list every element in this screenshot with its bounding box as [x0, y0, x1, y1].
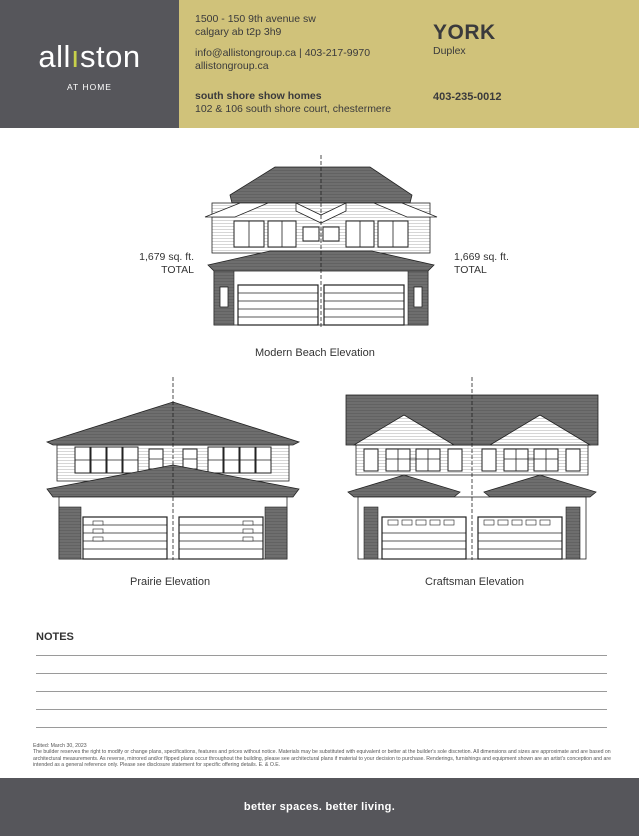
notes-title: NOTES [36, 631, 74, 643]
modern-beach-caption: Modern Beach Elevation [255, 347, 375, 359]
prairie-caption: Prairie Elevation [130, 576, 211, 588]
office-address [195, 13, 316, 39]
model-name: YORK [433, 21, 496, 44]
disclaimer-text: The builder reserves the right to modify or change plans, specifications, features and prices without notice. Materials may be substituted with equivalent or better at the builder's sole discretion. All dimensions and sizes are approximate and are based on architectural measurements. As reverse, mirrored and/or flipped plans occur throughout the building, please see architectural plans if material to your decision to purchase. Renderings, furnishings and equipment shown are an artist's conception and are intended as a general reference only. Please see disclosure statement for specific offering details. E. & O.E. [33, 749, 611, 769]
brand-panel [0, 0, 179, 128]
footer [0, 778, 639, 836]
show-home-title: south shore show homes [195, 90, 322, 102]
left-total-label: TOTAL [161, 264, 194, 276]
office-contact [195, 47, 370, 73]
right-total-label: TOTAL [454, 264, 487, 276]
notes-line[interactable] [36, 709, 607, 710]
model-phone[interactable]: 403-235-0012 [433, 91, 502, 103]
edited-date: Edited: March 30, 2023 [33, 743, 87, 749]
left-unit-area [132, 251, 194, 277]
email-phone[interactable]: info@allistongroup.ca | 403-217-9970 [195, 47, 371, 59]
notes-line[interactable] [36, 673, 607, 674]
modern-beach-elevation-drawing [200, 155, 442, 327]
model-type: Duplex [433, 45, 466, 57]
address-line-2: calgary ab t2p 3h9 [195, 26, 282, 38]
prairie-elevation-drawing [45, 377, 301, 560]
address-line-1: 1500 - 150 9th avenue sw [195, 13, 316, 25]
info-band [179, 0, 639, 128]
notes-line[interactable] [36, 727, 607, 728]
logo: allıston [38, 38, 141, 74]
craftsman-caption: Craftsman Elevation [425, 576, 525, 588]
disclaimer [33, 743, 611, 769]
show-home-address: 102 & 106 south shore court, chestermere [195, 103, 392, 115]
right-sqft: 1,669 sq. ft. [454, 251, 509, 263]
show-home [195, 90, 391, 116]
header [0, 0, 639, 128]
notes-line[interactable] [36, 655, 607, 656]
model-info [433, 22, 496, 57]
craftsman-elevation-drawing [344, 377, 600, 560]
notes-line[interactable] [36, 691, 607, 692]
website-link[interactable]: allistongroup.ca [195, 60, 269, 72]
logo-subtitle: AT HOME [67, 81, 112, 92]
left-sqft: 1,679 sq. ft. [139, 251, 194, 263]
tagline: better spaces. better living. [243, 801, 396, 813]
right-unit-area [454, 251, 509, 277]
